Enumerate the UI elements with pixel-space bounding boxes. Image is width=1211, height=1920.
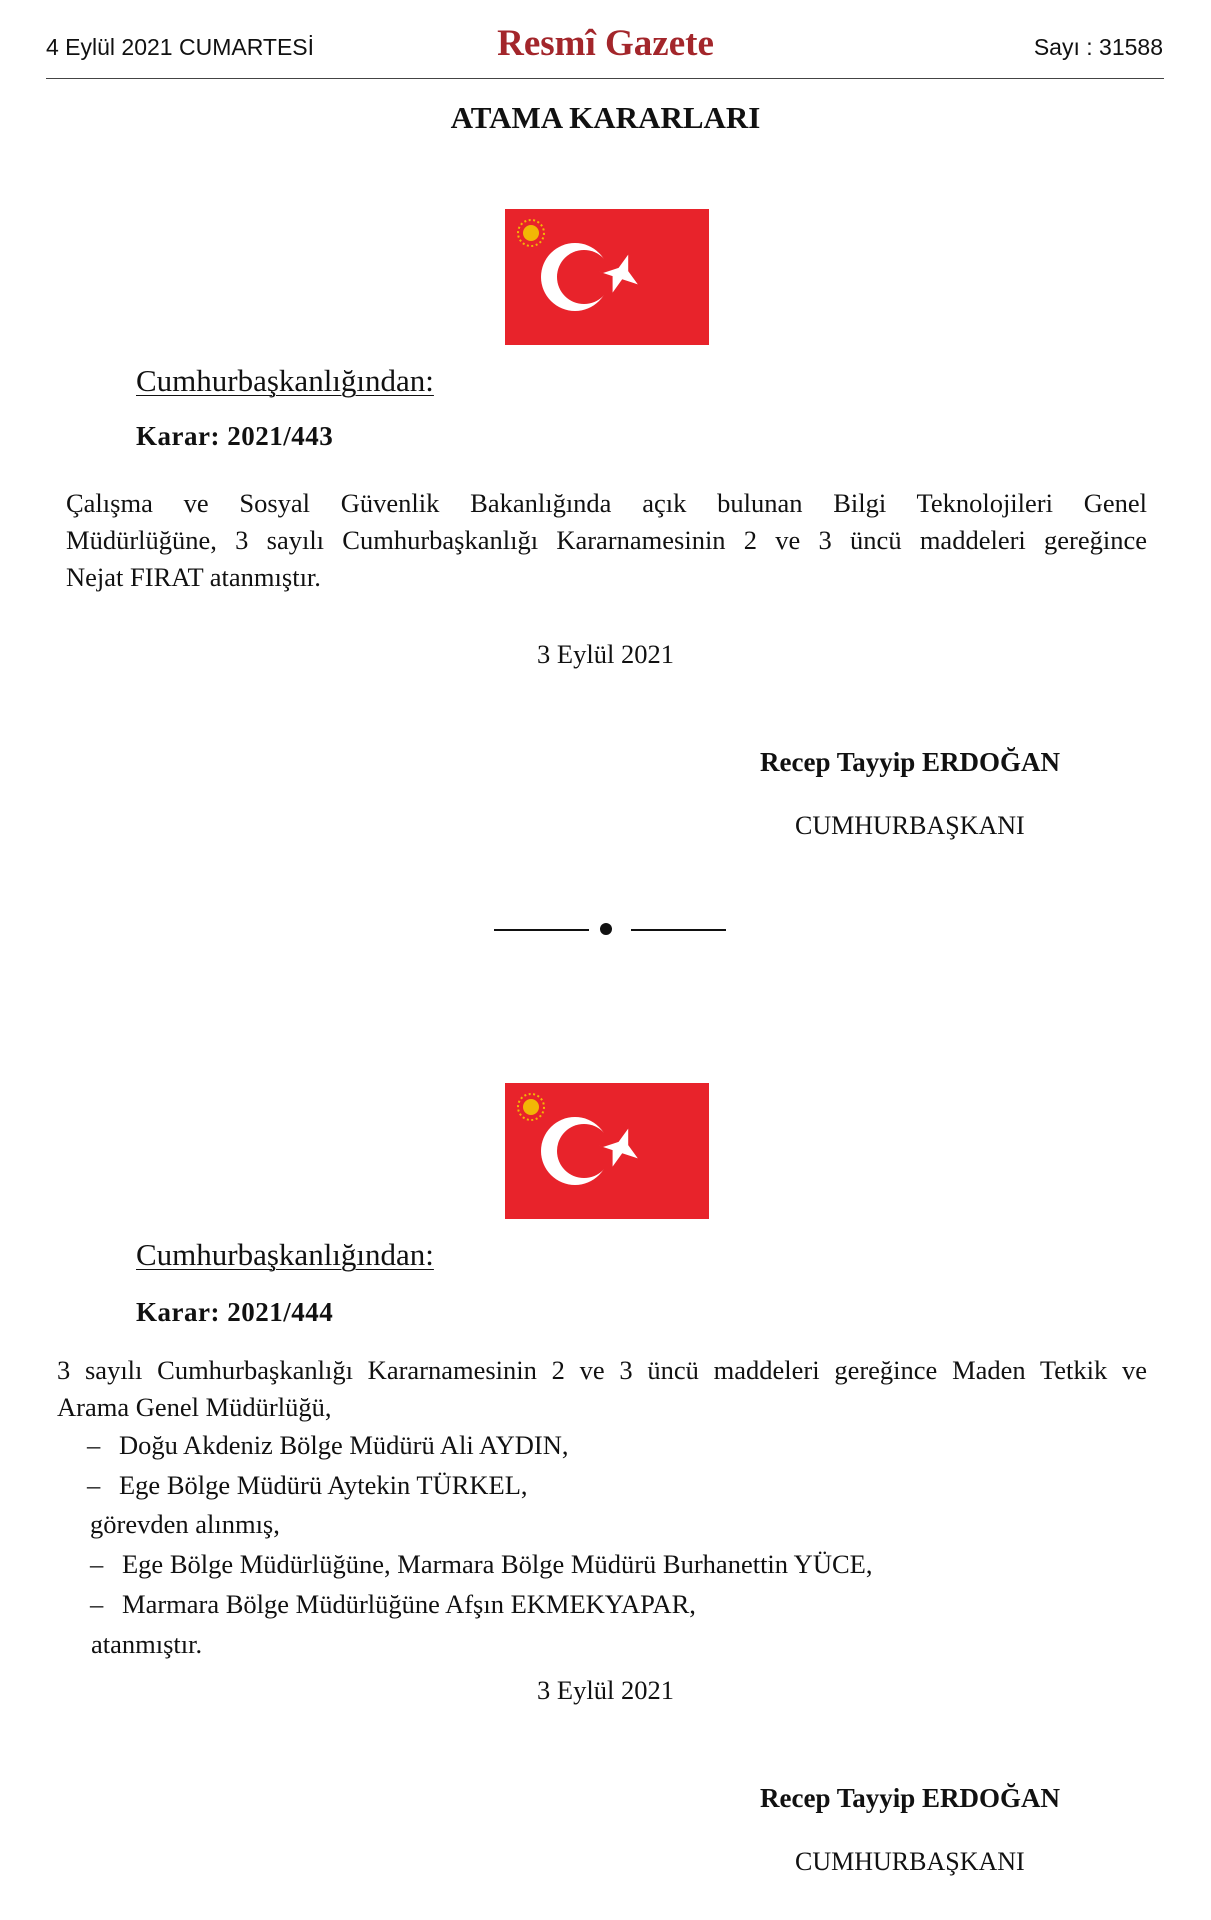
separator-dot xyxy=(600,923,612,935)
turkish-flag-icon xyxy=(505,1083,709,1219)
decree-body-line: Nejat FIRAT atanmıştır. xyxy=(66,562,321,592)
list-item-text: Ege Bölge Müdürü Aytekin TÜRKEL, xyxy=(119,1470,528,1500)
gazette-masthead: Resmî Gazete xyxy=(497,23,714,64)
signatory-title: CUMHURBAŞKANI xyxy=(795,811,1025,840)
list-dash: – xyxy=(87,1430,101,1460)
list-dash: – xyxy=(87,1470,101,1500)
header-date: 4 Eylül 2021 CUMARTESİ xyxy=(46,34,315,60)
list-item xyxy=(90,1589,696,1620)
issuer-heading: Cumhurbaşkanlığından: xyxy=(136,363,434,398)
appointed-label: atanmıştır. xyxy=(91,1629,203,1659)
section-title: ATAMA KARARLARI xyxy=(450,100,761,135)
decree-body-line: Çalışma ve Sosyal Güvenlik Bakanlığında açık bulunan Bilgi Teknolojileri Genel xyxy=(66,488,1147,518)
turkish-flag-icon xyxy=(505,209,709,345)
decree-body-line: Arama Genel Müdürlüğü, xyxy=(57,1392,332,1422)
header-divider xyxy=(46,78,1164,79)
signatory-title: CUMHURBAŞKANI xyxy=(795,1847,1025,1876)
signatory-name: Recep Tayyip ERDOĞAN xyxy=(760,747,1061,777)
list-item xyxy=(90,1549,872,1580)
issuer-heading: Cumhurbaşkanlığından: xyxy=(136,1237,434,1272)
list-item-text: Ege Bölge Müdürlüğüne, Marmara Bölge Müdürü Burhanettin YÜCE, xyxy=(122,1549,873,1579)
decision-number: Karar: 2021/443 xyxy=(136,421,334,451)
decree-separator xyxy=(0,912,1211,942)
decree-date: 3 Eylül 2021 xyxy=(537,639,674,669)
signatory-name: Recep Tayyip ERDOĞAN xyxy=(760,1783,1061,1813)
removed-label: görevden alınmış, xyxy=(90,1509,280,1539)
list-dash: – xyxy=(90,1549,104,1579)
list-item xyxy=(87,1430,569,1461)
list-dash: – xyxy=(90,1589,104,1619)
decree-body-line: Müdürlüğüne, 3 sayılı Cumhurbaşkanlığı Kararnamesinin 2 ve 3 üncü maddeleri gereğince xyxy=(66,525,1147,555)
issue-number: Sayı : 31588 xyxy=(1033,34,1163,60)
list-item-text: Marmara Bölge Müdürlüğüne Afşın EKMEKYAPAR, xyxy=(122,1589,696,1619)
list-item xyxy=(87,1470,528,1501)
list-item-text: Doğu Akdeniz Bölge Müdürü Ali AYDIN, xyxy=(119,1430,569,1460)
decision-number: Karar: 2021/444 xyxy=(136,1297,334,1327)
decree-date: 3 Eylül 2021 xyxy=(537,1675,674,1705)
decree-body-line: 3 sayılı Cumhurbaşkanlığı Kararnamesinin 2 ve 3 üncü maddeleri gereğince Maden Tetkik ve xyxy=(57,1355,1147,1385)
